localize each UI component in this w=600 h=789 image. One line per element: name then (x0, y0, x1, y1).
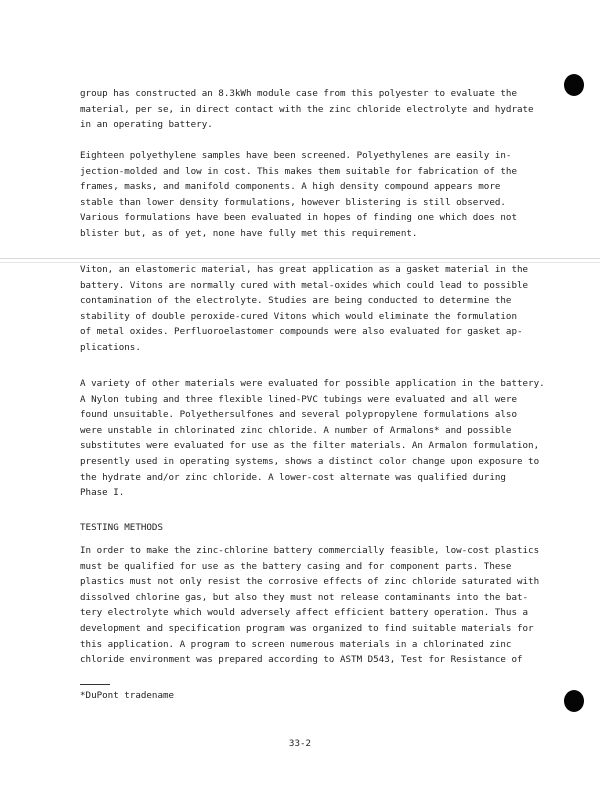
footnote: *DuPont tradename (80, 690, 175, 701)
text-line: found unsuitable. Polyethersulfones and several polypropylene formulations also (80, 409, 517, 421)
text-line: Eighteen polyethylene samples have been screened. Polyethylenes are easily in- (80, 150, 512, 161)
text-line: group has constructed an 8.3kWh module case from this polyester to evaluate the (80, 88, 517, 99)
binder-hole-top (564, 74, 584, 96)
text-line: this application. A program to screen numerous materials in a chlorinated zinc (80, 638, 512, 650)
text-line: of metal oxides. Perfluoroelastomer compounds were also evaluated for gasket ap- (80, 326, 523, 338)
text-line: battery. Vitons are normally cured with metal-oxides which could lead to possible (80, 279, 529, 291)
text-line: blister but, as of yet, none have fully met this requirement. (80, 227, 418, 239)
text-line: material, per se, in direct contact with the zinc chloride electrolyte and hydrate (80, 103, 534, 115)
paragraph-other-materials (80, 376, 545, 501)
binder-hole-bottom (564, 690, 584, 712)
page-number: 33-2 (288, 738, 312, 749)
text-line: tery electrolyte which would adversely affect efficient battery operation. Thus a (80, 607, 529, 619)
text-line: presently used in operating systems, shows a distinct color change upon exposure to (80, 455, 540, 467)
text-line: In order to make the zinc-chlorine battery commercially feasible, low-cost plastics (80, 545, 540, 556)
text-line: substitutes were evaluated for use as the filter materials. An Armalon formulation, (80, 440, 540, 452)
scan-artifact-line (0, 258, 600, 259)
paragraph-polyester (80, 86, 534, 133)
section-heading: TESTING METHODS (80, 522, 163, 533)
text-line: A variety of other materials were evaluated for possible application in the battery. (80, 378, 545, 389)
text-line: Viton, an elastomeric material, has great application as a gasket material in the (80, 264, 529, 275)
paragraph-testing-methods (80, 543, 540, 668)
text-line: chloride environment was prepared according to ASTM D543, Test for Resistance of (80, 654, 523, 666)
text-line: stable than lower density formulations, however blistering is still observed. (80, 196, 506, 208)
footnote-rule (80, 684, 110, 685)
text-line: the hydrate and/or zinc chloride. A lower-cost alternate was qualified during (80, 471, 506, 483)
text-line: were unstable in chlorinated zinc chloride. A number of Armalons* and possible (80, 424, 512, 436)
text-line: jection-molded and low in cost. This makes them suitable for fabrication of the (80, 165, 517, 177)
text-line: plications. (80, 341, 141, 353)
text-line: contamination of the electrolyte. Studies are being conducted to determine the (80, 295, 512, 307)
text-line: must be qualified for use as the battery casing and for component parts. These (80, 560, 512, 572)
text-line: Various formulations have been evaluated in hopes of finding one which does not (80, 212, 517, 224)
text-line: stability of double peroxide-cured Vitons which would eliminate the formulation (80, 310, 517, 322)
text-line: development and specification program was organized to find suitable materials for (80, 622, 534, 634)
text-line: in an operating battery. (80, 119, 213, 131)
text-line: Phase I. (80, 487, 125, 499)
text-line: plastics must not only resist the corrosive effects of zinc chloride saturated with (80, 576, 540, 588)
text-line: frames, masks, and manifold components. A high density compound appears more (80, 181, 501, 193)
text-line: dissolved chlorine gas, but also they must not release contaminants into the bat- (80, 591, 529, 603)
text-line: A Nylon tubing and three flexible lined-PVC tubings were evaluated and all were (80, 393, 517, 405)
paragraph-polyethylene (80, 148, 520, 242)
paragraph-viton (80, 262, 529, 356)
